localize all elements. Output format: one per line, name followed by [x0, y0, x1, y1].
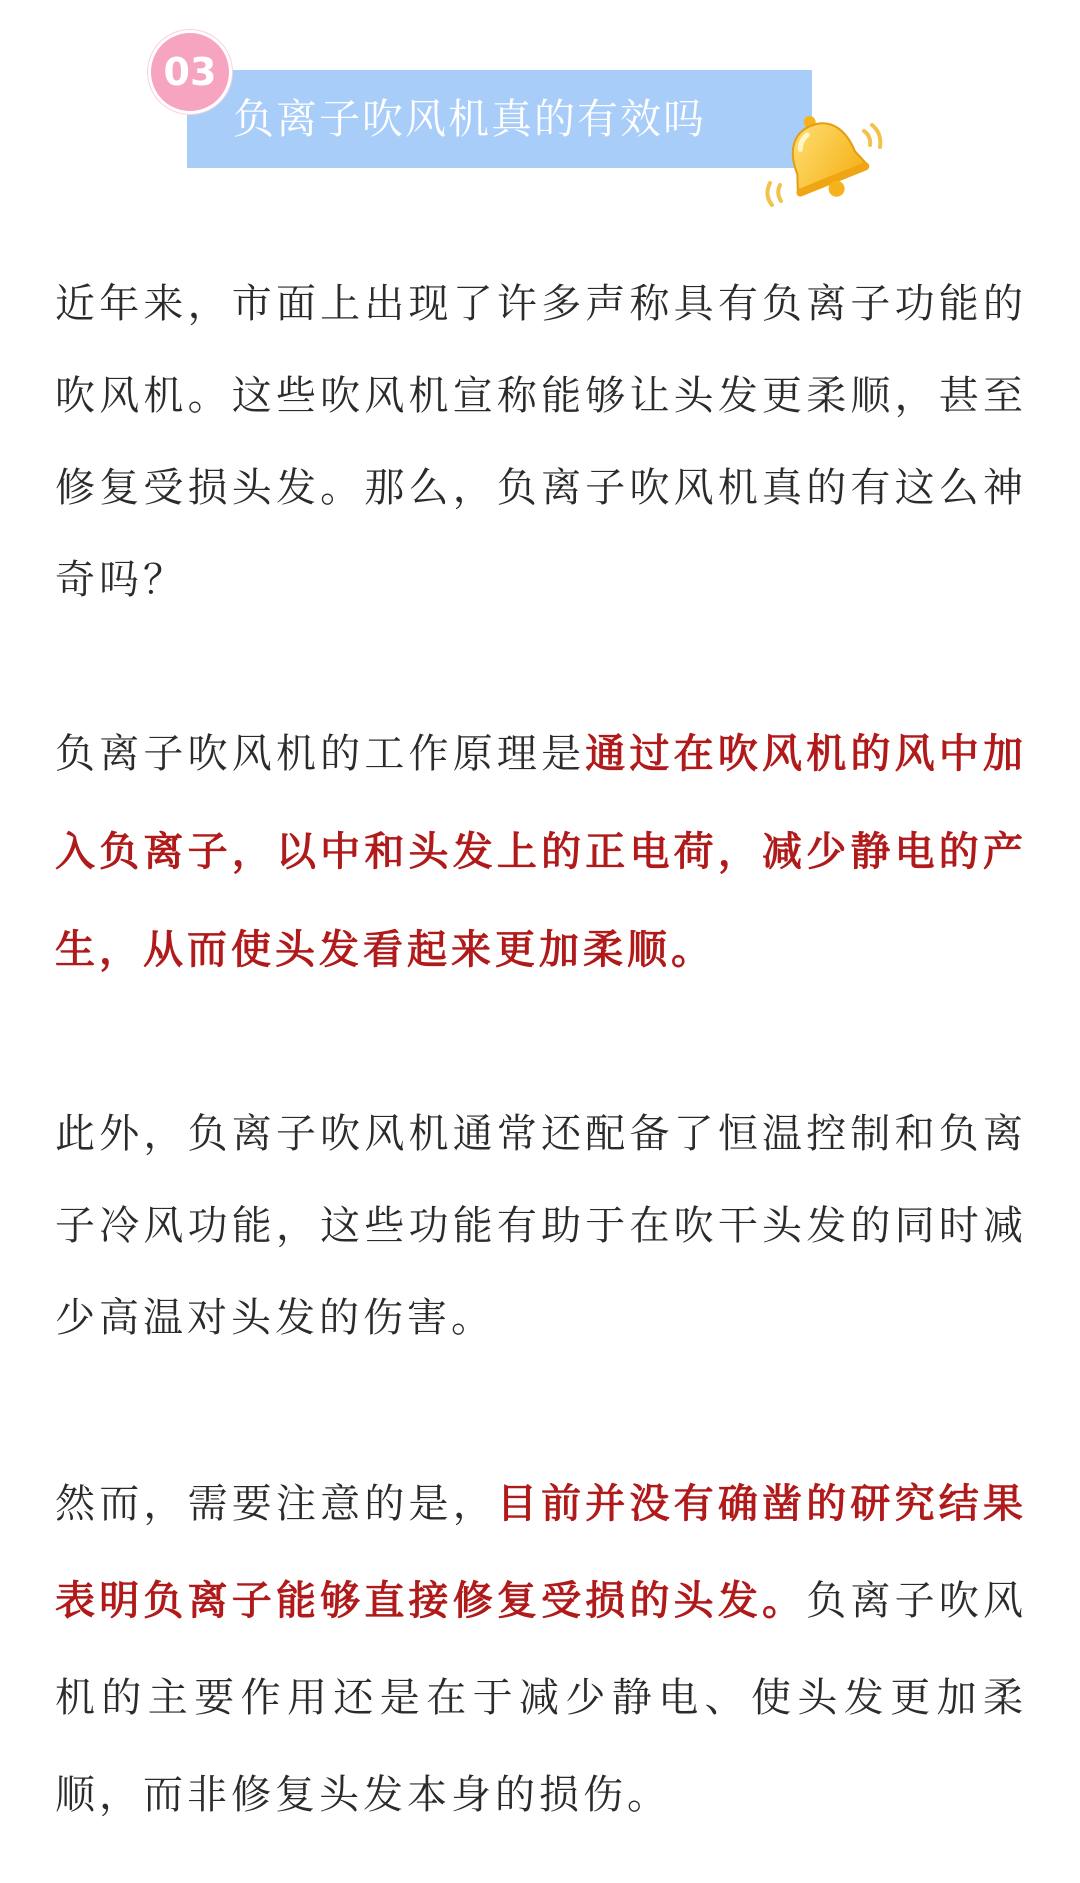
section-header-bar — [187, 70, 812, 168]
section-number-badge: 03 — [148, 30, 232, 114]
paragraph-text: 然而，需要注意的是， — [55, 1481, 497, 1527]
paragraph-caution — [55, 1456, 1027, 1844]
paragraph-principle — [55, 705, 1027, 999]
highlighted-text: 通过在吹风机的风中加入负离子，以中和头发上的正电荷，减少静电的产生，从而使头发看起来更加柔顺。 — [55, 731, 1028, 973]
paragraph-features — [55, 1088, 1027, 1364]
bell-icon — [760, 105, 890, 215]
section-title: 负离子吹风机真的有效吗 — [233, 95, 706, 143]
paragraph-text: 此外，负离子吹风机通常还配备了恒温控制和负离子冷风功能，这些功能有助于在吹干头发的同时减少高温对头发的伤害。 — [55, 1111, 1027, 1341]
paragraph-text: 负离子吹风机的主要作用还是在于减少静电、使头发更加柔顺，而非修复头发本身的损伤。 — [55, 1578, 1028, 1818]
paragraph-text: 近年来，市面上出现了许多声称具有负离子功能的吹风机。这些吹风机宣称能够让头发更柔顺，甚至修复受损头发。那么，负离子吹风机真的有这么神奇吗？ — [55, 281, 1027, 603]
paragraph-text: 负离子吹风机的工作原理是 — [55, 731, 586, 777]
highlighted-text: 目前并没有确凿的研究结果表明负离子能够直接修复受损的头发。 — [55, 1481, 1028, 1624]
paragraph-intro — [55, 258, 1027, 626]
